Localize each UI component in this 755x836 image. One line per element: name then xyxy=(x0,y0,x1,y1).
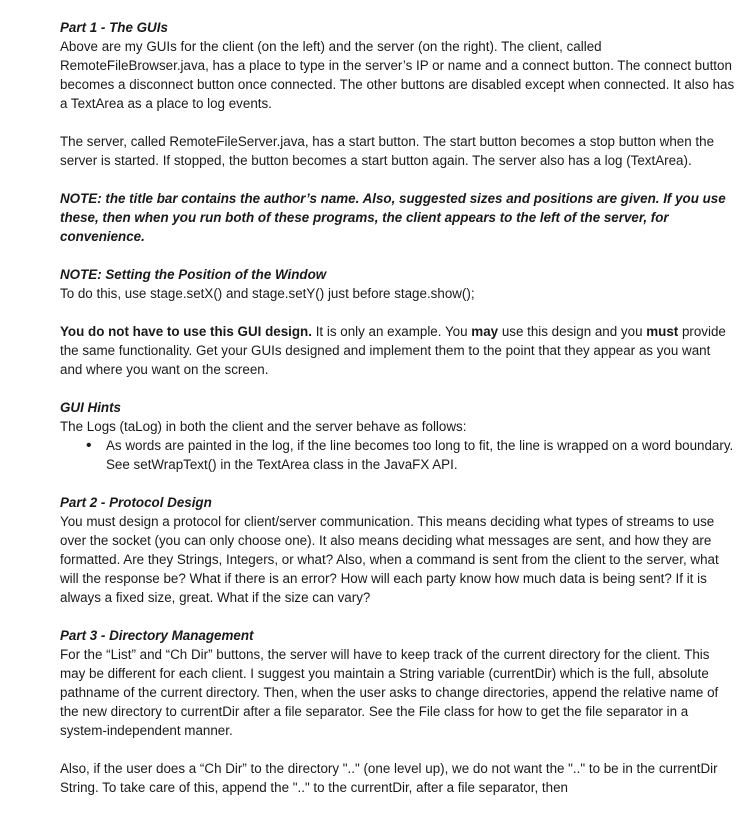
server-paragraph: The server, called RemoteFileServer.java, has a start button. The start button becomes a stop button when the server is started. If stopped, the button becomes a start button again. The server also has a log (TextArea). xyxy=(60,134,715,168)
note-position-section xyxy=(60,265,735,303)
gui-hints-intro: The Logs (taLog) in both the client and the server behave as follows: xyxy=(60,419,467,434)
part3-continued-section xyxy=(60,759,735,797)
part2-heading: Part 2 - Protocol Design xyxy=(60,495,212,510)
design-text-b: use this design and you xyxy=(498,324,647,339)
design-text-a: It is only an example. You xyxy=(311,324,472,339)
part1-heading: Part 1 - The GUIs xyxy=(60,20,168,35)
part1-section xyxy=(60,18,735,113)
part3-paragraph-continued: Also, if the user does a “Ch Dir” to the directory ".." (one level up), we do not want the ".." to be in the currentDir String. To take care of this, append the ".." to the currentDir, after a file separator, then xyxy=(60,761,718,795)
design-paragraph xyxy=(60,322,735,379)
gui-hints-section xyxy=(60,398,735,474)
note-author-section xyxy=(60,189,735,246)
part1-paragraph: Above are my GUIs for the client (on the left) and the server (on the right). The client, called RemoteFileBrowser.java, has a place to type in the server’s IP or name and a connect button. The connect button becomes a disconnect button once connected. The other buttons are disabled except when connected. It also has a TextArea as a place to log events. xyxy=(60,39,735,111)
gui-hints-list xyxy=(60,436,735,474)
design-bold-lead: You do not have to use this GUI design. xyxy=(60,324,312,339)
design-must: must xyxy=(646,324,679,339)
part3-heading: Part 3 - Directory Management xyxy=(60,628,254,643)
note-position-heading: NOTE: Setting the Position of the Window xyxy=(60,267,327,282)
design-may: may xyxy=(471,324,499,339)
part3-paragraph: For the “List” and “Ch Dir” buttons, the server will have to keep track of the current directory for the client. This may be different for each client. I suggest you maintain a String variable (currentDir) which is the full, absolute pathname of the current directory. Then, when the user asks to change directories, append the relative name of the new directory to currentDir after a file separator. See the File class for how to get the file separator in a system-independent manner. xyxy=(60,647,719,738)
note-position-text: To do this, use stage.setX() and stage.setY() just before stage.show(); xyxy=(60,286,475,301)
part2-paragraph: You must design a protocol for client/server communication. This means deciding what types of streams to use over the socket (you can only choose one). It also means deciding what messages are sent, and how they are formatted. Are they Strings, Integers, or what? Also, when a command is sent from the client to the server, what will the response be? What if there is an error? How will each party know how much data is being sent? If it is always a fixed size, great. What if the size can vary? xyxy=(60,514,719,605)
design-section xyxy=(60,322,735,379)
part2-section xyxy=(60,493,735,607)
note-author: NOTE: the title bar contains the author’s name. Also, suggested sizes and positions are given. If you use these, then when you run both of these programs, the client appears to the left of the server, for convenience. xyxy=(60,191,726,244)
part3-section xyxy=(60,626,735,740)
gui-hints-heading: GUI Hints xyxy=(60,400,122,415)
server-section xyxy=(60,132,735,170)
design-text-c: provide the same functionality. Get your GUIs designed and implement them to the point that they appear as you want and where you want on the screen. xyxy=(60,324,726,377)
gui-hints-bullet: • As words are painted in the log, if the line becomes too long to fit, the line is wrapped on a word boundary. See setWrapText() in the TextArea class in the JavaFX API. xyxy=(106,436,735,474)
